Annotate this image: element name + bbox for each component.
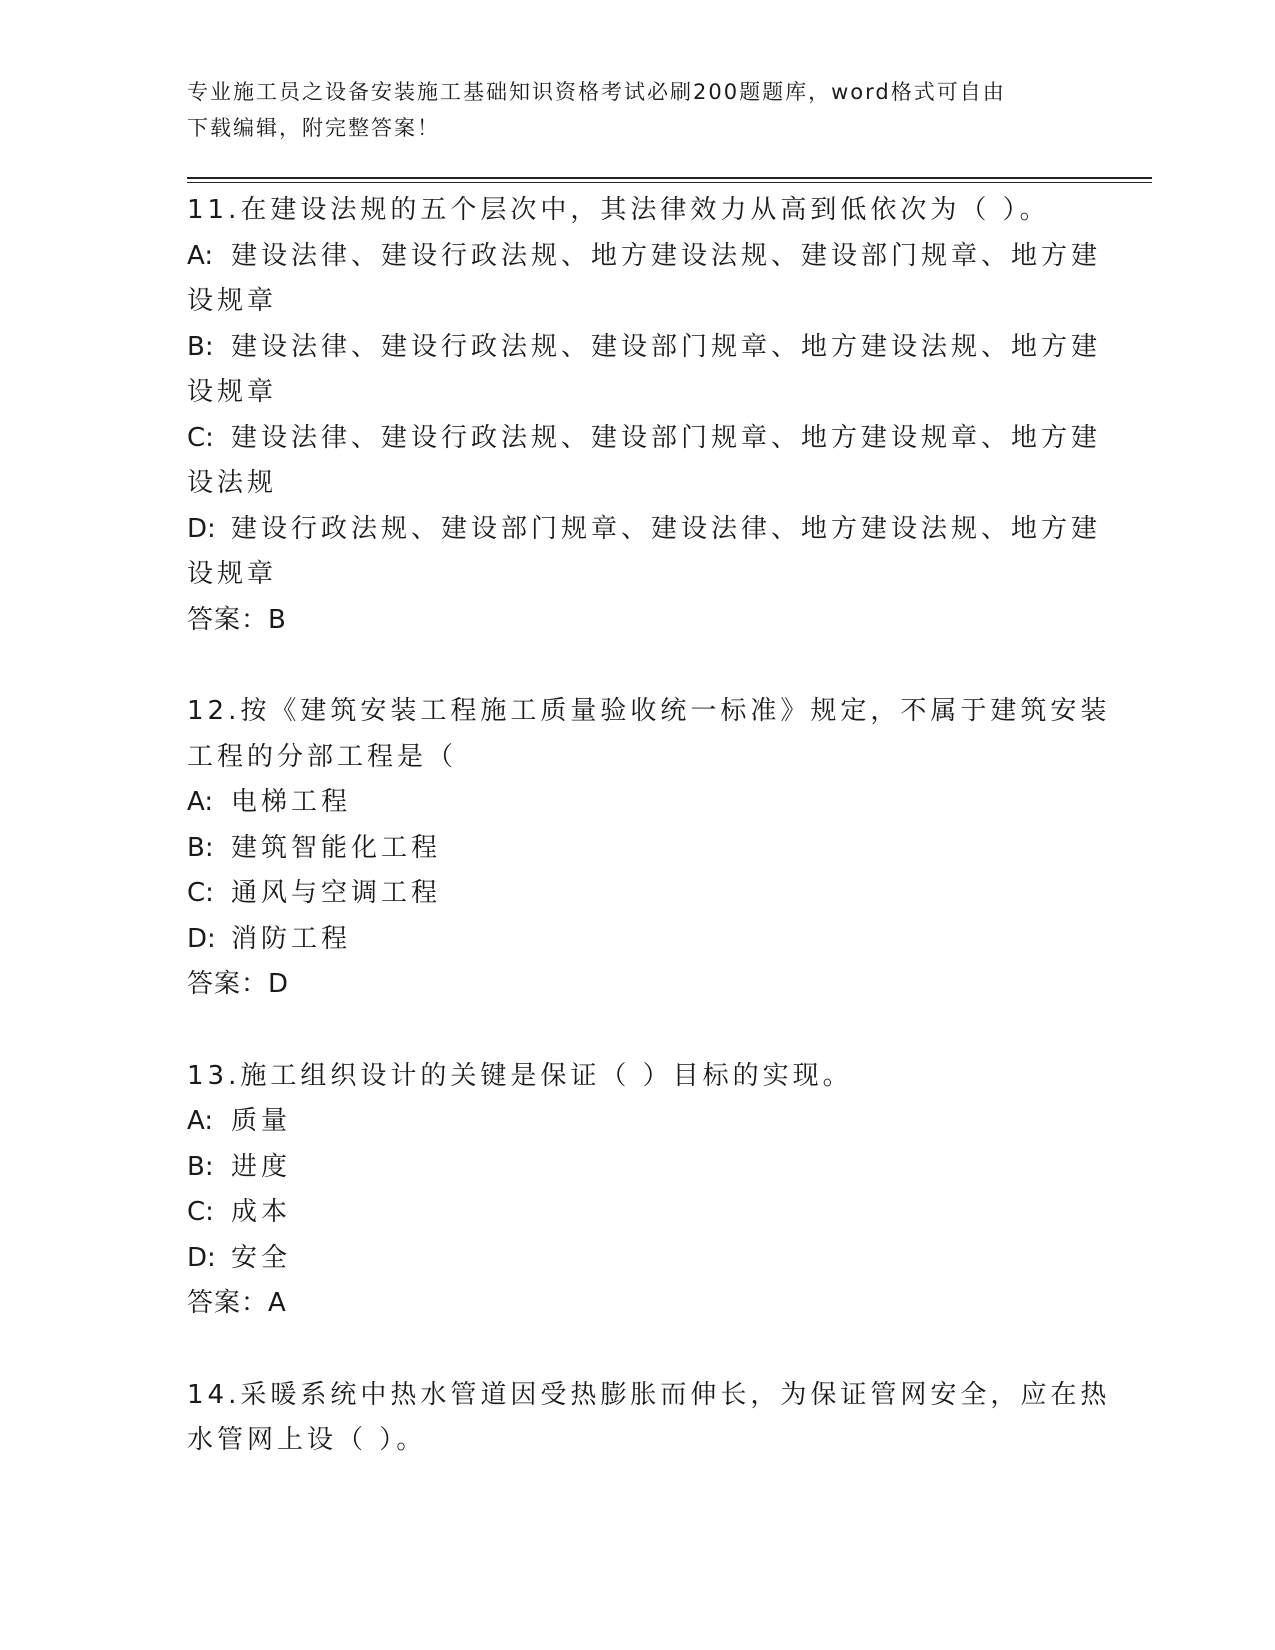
- header-divider: [187, 177, 1152, 179]
- question-11: [187, 188, 1102, 643]
- option-text: 建设法律、建设行政法规、建设部门规章、地方建设规章、地方建: [231, 422, 1102, 453]
- option-a-continued: 设规章: [187, 286, 278, 316]
- option-text: 电梯工程: [231, 787, 352, 817]
- header-line: 专业施工员之设备安装施工基础知识资格考试必刷200题题库，word格式可自由: [187, 80, 1006, 104]
- option-d: [187, 1236, 1087, 1282]
- question-13: [187, 1054, 1087, 1327]
- option-label: A:: [187, 1106, 214, 1136]
- option-label: D:: [187, 923, 216, 954]
- option-label: B:: [187, 1151, 214, 1182]
- option-a: [187, 234, 1102, 280]
- option-text: 消防工程: [231, 923, 352, 954]
- option-b: [187, 325, 1102, 371]
- document-header: [187, 74, 1067, 146]
- option-b-continued: 设规章: [187, 377, 278, 407]
- answer: 答案：D: [187, 969, 290, 999]
- question-12: [187, 689, 1111, 1008]
- option-text: 通风与空调工程: [231, 878, 442, 908]
- option-text: 质量: [231, 1106, 292, 1136]
- option-text: 建设法律、建设行政法规、地方建设法规、建设部门规章、地方建: [231, 240, 1102, 271]
- option-label: D:: [187, 513, 216, 544]
- question-14: [187, 1373, 1111, 1464]
- header-line: 下载编辑，附完整答案！: [187, 116, 440, 140]
- option-d: [187, 917, 1087, 963]
- question-stem-continued: 工程的分部工程是（: [187, 741, 458, 772]
- option-text: 进度: [231, 1151, 292, 1182]
- option-c: [187, 871, 1087, 917]
- option-label: C:: [187, 422, 214, 453]
- option-a: [187, 780, 1087, 826]
- option-text: 安全: [231, 1242, 292, 1273]
- answer: 答案：A: [187, 1288, 287, 1318]
- option-c: [187, 416, 1102, 462]
- option-label: B:: [187, 832, 214, 863]
- option-d: [187, 507, 1102, 553]
- option-text: 成本: [231, 1197, 292, 1227]
- option-label: A:: [187, 787, 214, 817]
- question-stem: 11.在建设法规的五个层次中，其法律效力从高到低依次为（ ）。: [187, 195, 1050, 225]
- option-label: B:: [187, 331, 214, 362]
- option-b: [187, 826, 1087, 872]
- option-label: C:: [187, 1197, 214, 1227]
- option-c: [187, 1190, 1087, 1236]
- question-stem-continued: 水管网上设（ ）。: [187, 1425, 427, 1455]
- question-stem: 13.施工组织设计的关键是保证（ ）目标的实现。: [187, 1060, 853, 1091]
- option-label: A:: [187, 240, 214, 271]
- option-b: [187, 1145, 1087, 1191]
- option-text: 建设法律、建设行政法规、建设部门规章、地方建设法规、地方建: [231, 331, 1102, 362]
- option-text: 建设行政法规、建设部门规章、建设法律、地方建设法规、地方建: [231, 513, 1102, 544]
- question-list: [187, 188, 1111, 1510]
- option-label: C:: [187, 878, 214, 908]
- option-d-continued: 设规章: [187, 559, 278, 589]
- question-stem: 12.按《建筑安装工程施工质量验收统一标准》规定，不属于建筑安装: [187, 696, 1111, 726]
- option-label: D:: [187, 1242, 216, 1273]
- option-c-continued: 设法规: [187, 468, 278, 498]
- option-a: [187, 1099, 1087, 1145]
- header-divider-thin: [187, 182, 1152, 183]
- question-stem: 14.采暖系统中热水管道因受热膨胀而伸长，为保证管网安全，应在热: [187, 1379, 1111, 1410]
- option-text: 建筑智能化工程: [231, 832, 442, 863]
- answer: 答案：B: [187, 604, 287, 635]
